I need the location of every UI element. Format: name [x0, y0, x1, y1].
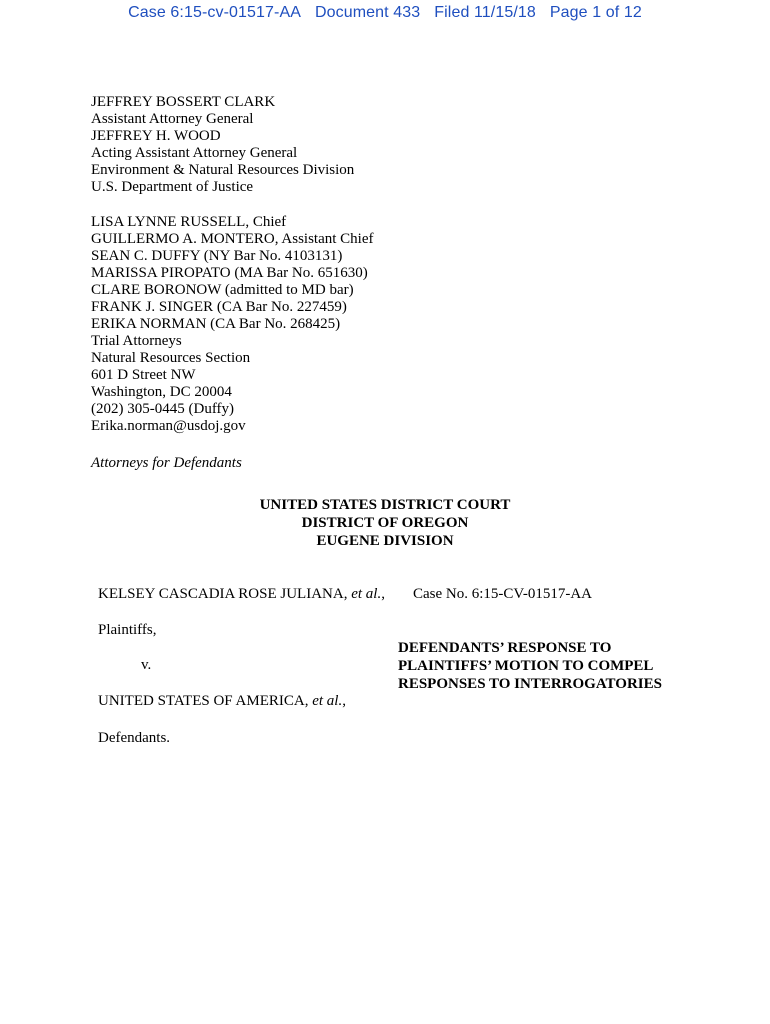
defendant-name: UNITED STATES OF AMERICA, — [98, 693, 309, 709]
caption-versus: v. — [141, 657, 152, 673]
caption-plaintiff — [98, 585, 385, 603]
counsel-line: GUILLERMO A. MONTERO, Assistant Chief — [91, 231, 374, 247]
defendant-et-al: et al. — [312, 693, 343, 709]
court-district: DISTRICT OF OREGON — [301, 515, 469, 531]
ecf-document-number: Document 433 — [315, 4, 421, 21]
ecf-header — [0, 4, 770, 22]
counsel-line: Natural Resources Section — [91, 350, 251, 366]
court-division: EUGENE DIVISION — [316, 533, 454, 549]
counsel-line: 601 D Street NW — [91, 367, 196, 383]
ecf-page-count: Page 1 of 12 — [549, 4, 642, 21]
caption-plaintiffs-label: Plaintiffs, — [98, 622, 157, 638]
counsel-line: ERIKA NORMAN (CA Bar No. 268425) — [91, 316, 341, 332]
counsel-line: JEFFREY H. WOOD — [91, 128, 221, 144]
court-heading — [0, 496, 770, 550]
document-title-line: RESPONSES TO INTERROGATORIES — [398, 676, 662, 692]
counsel-line: FRANK J. SINGER (CA Bar No. 227459) — [91, 299, 347, 315]
counsel-line: Washington, DC 20004 — [91, 384, 232, 400]
document-title-line: DEFENDANTS’ RESPONSE TO — [398, 640, 612, 656]
counsel-line: (202) 305-0445 (Duffy) — [91, 401, 235, 417]
case-number: Case No. 6:15-CV-01517-AA — [413, 586, 593, 602]
document-title — [398, 639, 662, 693]
counsel-line: LISA LYNNE RUSSELL, Chief — [91, 214, 287, 230]
ecf-filed-date: Filed 11/15/18 — [434, 4, 536, 21]
counsel-block-officials — [91, 94, 354, 196]
counsel-line: Environment & Natural Resources Division — [91, 162, 355, 178]
caption-defendants-label: Defendants. — [98, 730, 171, 746]
ecf-case-number: Case 6:15-cv-01517-AA — [128, 4, 301, 21]
counsel-line: Trial Attorneys — [91, 333, 182, 349]
plaintiff-comma: , — [381, 586, 385, 602]
counsel-line: JEFFREY BOSSERT CLARK — [91, 94, 276, 110]
counsel-block-attorneys — [91, 214, 374, 435]
counsel-line: CLARE BORONOW (admitted to MD bar) — [91, 282, 354, 298]
court-name: UNITED STATES DISTRICT COURT — [259, 497, 511, 513]
counsel-line: Acting Assistant Attorney General — [91, 145, 298, 161]
defendant-comma: , — [342, 693, 346, 709]
attorneys-for-label: Attorneys for Defendants — [91, 455, 242, 471]
counsel-email: Erika.norman@usdoj.gov — [91, 418, 246, 434]
plaintiff-name: KELSEY CASCADIA ROSE JULIANA, — [98, 586, 348, 602]
counsel-line: U.S. Department of Justice — [91, 179, 254, 195]
caption-defendant — [98, 692, 346, 710]
counsel-line: SEAN C. DUFFY (NY Bar No. 4103131) — [91, 248, 343, 264]
document-title-line: PLAINTIFFS’ MOTION TO COMPEL — [398, 658, 654, 674]
counsel-line: Assistant Attorney General — [91, 111, 254, 127]
counsel-line: MARISSA PIROPATO (MA Bar No. 651630) — [91, 265, 368, 281]
plaintiff-et-al: et al. — [351, 586, 382, 602]
